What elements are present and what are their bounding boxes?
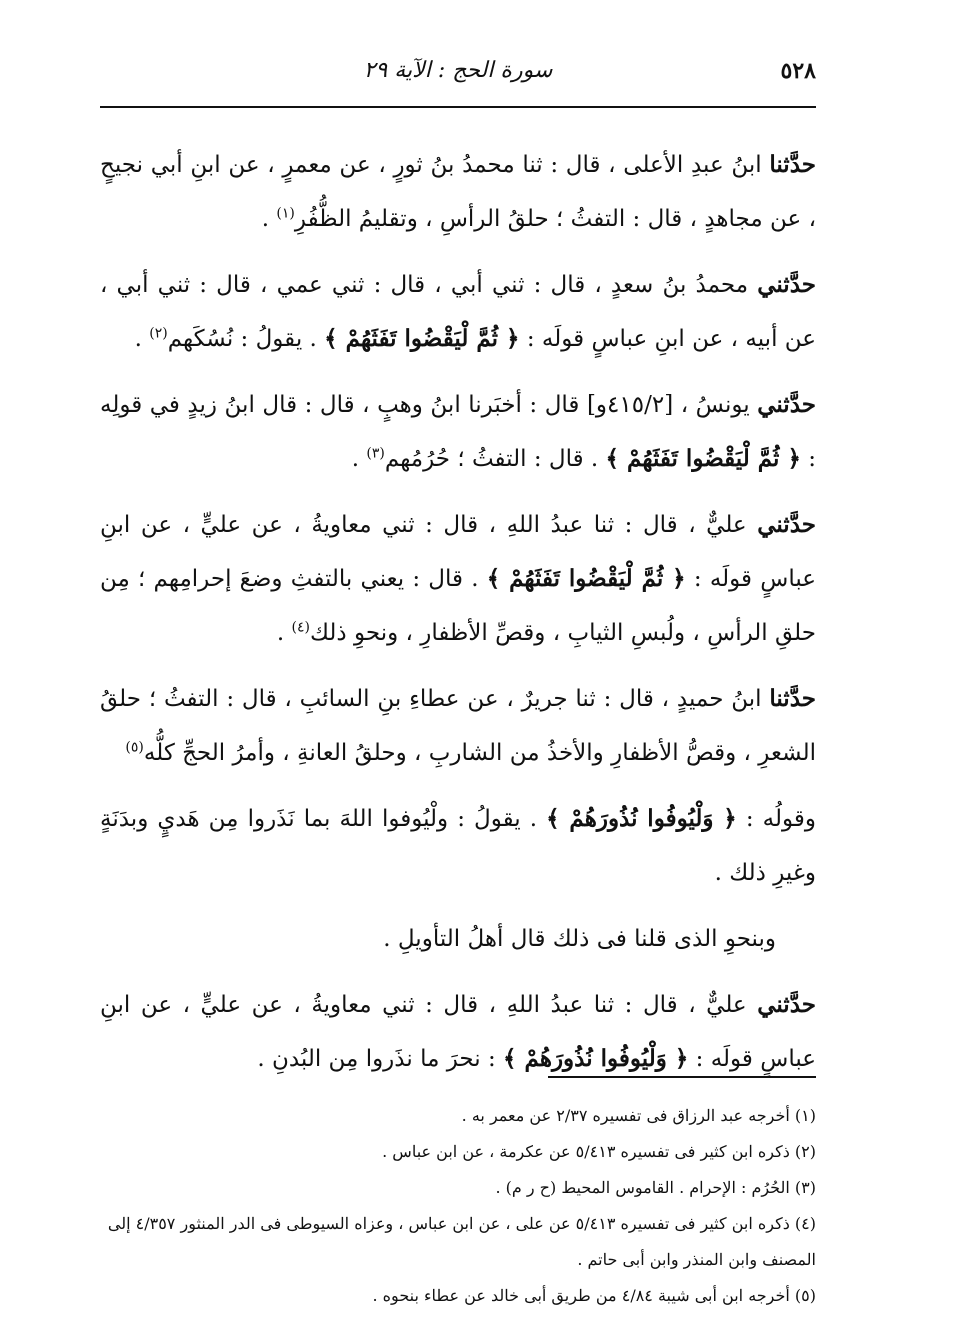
narration-lead: حدَّثني: [757, 511, 816, 538]
footnotes: [100, 1098, 816, 1314]
footnote-2: (٢) ذكره ابن كثير فى تفسيره ٥/٤١٣ عن عكرمة ، عن ابن عباس .: [382, 1142, 816, 1161]
paragraph-text: عليٌّ ، قال : ثنا عبدُ اللهِ ، قال : ثني معاويةُ ، عن عليٍّ ، عن ابنِ عباسٍ قولَه :: [100, 512, 816, 592]
paragraph-5: [100, 672, 816, 780]
quran-verse: ﴿ ثُمَّ لْيَقْضُوا تَفَثَهُمْ ﴾: [605, 445, 801, 472]
paragraph-text: وقولُه :: [736, 806, 816, 832]
paragraph-text-after: . قال : التفثُ ؛ حُرُمُهم: [384, 446, 606, 472]
quran-verse: ﴿ ثُمَّ لْيَقْضُوا تَفَثَهُمْ ﴾: [486, 565, 686, 592]
paragraph-2: [100, 258, 816, 366]
paragraph-text-after: . قال : يعني بالتفثِ وضعَ إحرامِهم ؛ مِن حلقِ الرأسِ ، ولُبسِ الثيابِ ، وقصِّ الأظفارِ ، ونحوِ ذلك: [100, 566, 816, 646]
page-number: ٥٢٨: [780, 58, 816, 84]
paragraph-end: .: [714, 860, 730, 886]
page-header: [100, 52, 816, 96]
paragraph-7: [100, 912, 816, 966]
footnote-4: (٤) ذكره ابن كثير فى تفسيره ٥/٤١٣ عن على ، عن ابن عباس ، وعزاه السيوطى فى الدر المنثور ٤/٣٥٧ إلى المصنف وابن المنذر وابن أبى حاتم .: [107, 1214, 816, 1269]
paragraph-text: عليٌّ ، قال : ثنا عبدُ اللهِ ، قال : ثني معاويةُ ، عن عليٍّ ، عن ابنِ عباسٍ قولَه :: [100, 992, 816, 1072]
narration-lead: حدَّثني: [757, 991, 816, 1018]
paragraph-end: .: [261, 206, 277, 232]
paragraph-3: [100, 378, 816, 486]
footnote-marker: (١): [276, 205, 295, 222]
running-title: سورة الحج : الآية ٢٩: [363, 58, 553, 83]
paragraph-6: [100, 792, 816, 900]
footnote-marker: (٥): [125, 739, 144, 756]
paragraph-8: [100, 978, 816, 1086]
paragraph-end: .: [257, 1046, 272, 1072]
footnote-marker: (٣): [366, 445, 385, 462]
paragraph-text-after: . يقولُ : ولْيُوفوا اللهَ بما نَذَروا مِن هَديٍ وبدَنَةٍ وغيرِ ذلك: [100, 806, 816, 886]
paragraph-text: ابنُ عبدِ الأعلى ، قال : ثنا محمدُ بنُ ثورٍ ، عن معمرٍ ، عن ابنِ أبي نجيحٍ ، عن مجاهدٍ ، قال : التفثُ ؛ حلقُ الرأسِ ، وتقليمُ الظُّفُرِ: [100, 152, 816, 232]
paragraph-end: .: [276, 620, 292, 646]
paragraph-text: ابنُ حميدٍ ، قال : ثنا جريرٌ ، عن عطاءِ بنِ السائبِ ، قال : التفثُ ؛ حلقُ الشعرِ ، وقصُّ الأظفارِ والأخذُ من الشاربِ ، وحلقُ العانةِ ، وأمرُ الحجِّ كلُّه: [100, 686, 816, 766]
footnote-1: (١) أخرجه عبد الرزاق فى تفسيره ٢/٣٧ عن معمر به .: [461, 1106, 816, 1125]
main-text: [100, 138, 816, 1098]
quran-verse: ﴿ وَلْيُوفُوا نُذُورَهُمْ ﴾: [546, 805, 737, 832]
paragraph-text: يونسُ ، [٤١٥/٢و] قال : أخبَرنا ابنُ وهبٍ ، قال : قال ابنُ زيدٍ في قولِه :: [100, 392, 816, 472]
footnote-rule: [548, 1076, 816, 1078]
header-rule: [100, 106, 816, 108]
paragraph-text-after: : نحرَ ما نذَروا مِن البُدنِ: [271, 1046, 504, 1072]
quran-verse: ﴿ وَلْيُوفُوا نُذُورَهُمْ ﴾: [503, 1045, 689, 1072]
footnote-marker: (٢): [149, 325, 168, 342]
paragraph-4: [100, 498, 816, 660]
narration-lead: حدَّثنا: [769, 151, 816, 178]
paragraph-text-after: . يقولُ : نُسُكَهم: [167, 326, 325, 352]
narration-lead: حدَّثنا: [769, 685, 816, 712]
footnote-5: (٥) أخرجه ابن أبى شيبة ٤/٨٤ من طريق أبى خالد عن عطاء بنحوه .: [372, 1286, 816, 1305]
narration-lead: حدَّثني: [757, 271, 816, 298]
paragraph-text: محمدُ بنُ سعدٍ ، قال : ثني أبي ، قال : ثني عمي ، قال : ثني أبي ، عن أبيه ، عن ابنِ عباسٍ قولَه :: [100, 272, 816, 352]
paragraph-text: وبنحوِ الذى قلنا فى ذلك قال أهلُ التأويلِ .: [383, 926, 776, 952]
footnote-3: (٣) الحُرُم : الإحرام . القاموس المحيط (ح ر م) .: [495, 1178, 816, 1197]
quran-verse: ﴿ ثُمَّ لْيَقْضُوا تَفَثَهُمْ ﴾: [324, 325, 520, 352]
paragraph-1: [100, 138, 816, 246]
narration-lead: حدَّثني: [757, 391, 816, 418]
paragraph-end: .: [134, 326, 150, 352]
paragraph-end: .: [351, 446, 367, 472]
footnote-marker: (٤): [291, 619, 311, 636]
